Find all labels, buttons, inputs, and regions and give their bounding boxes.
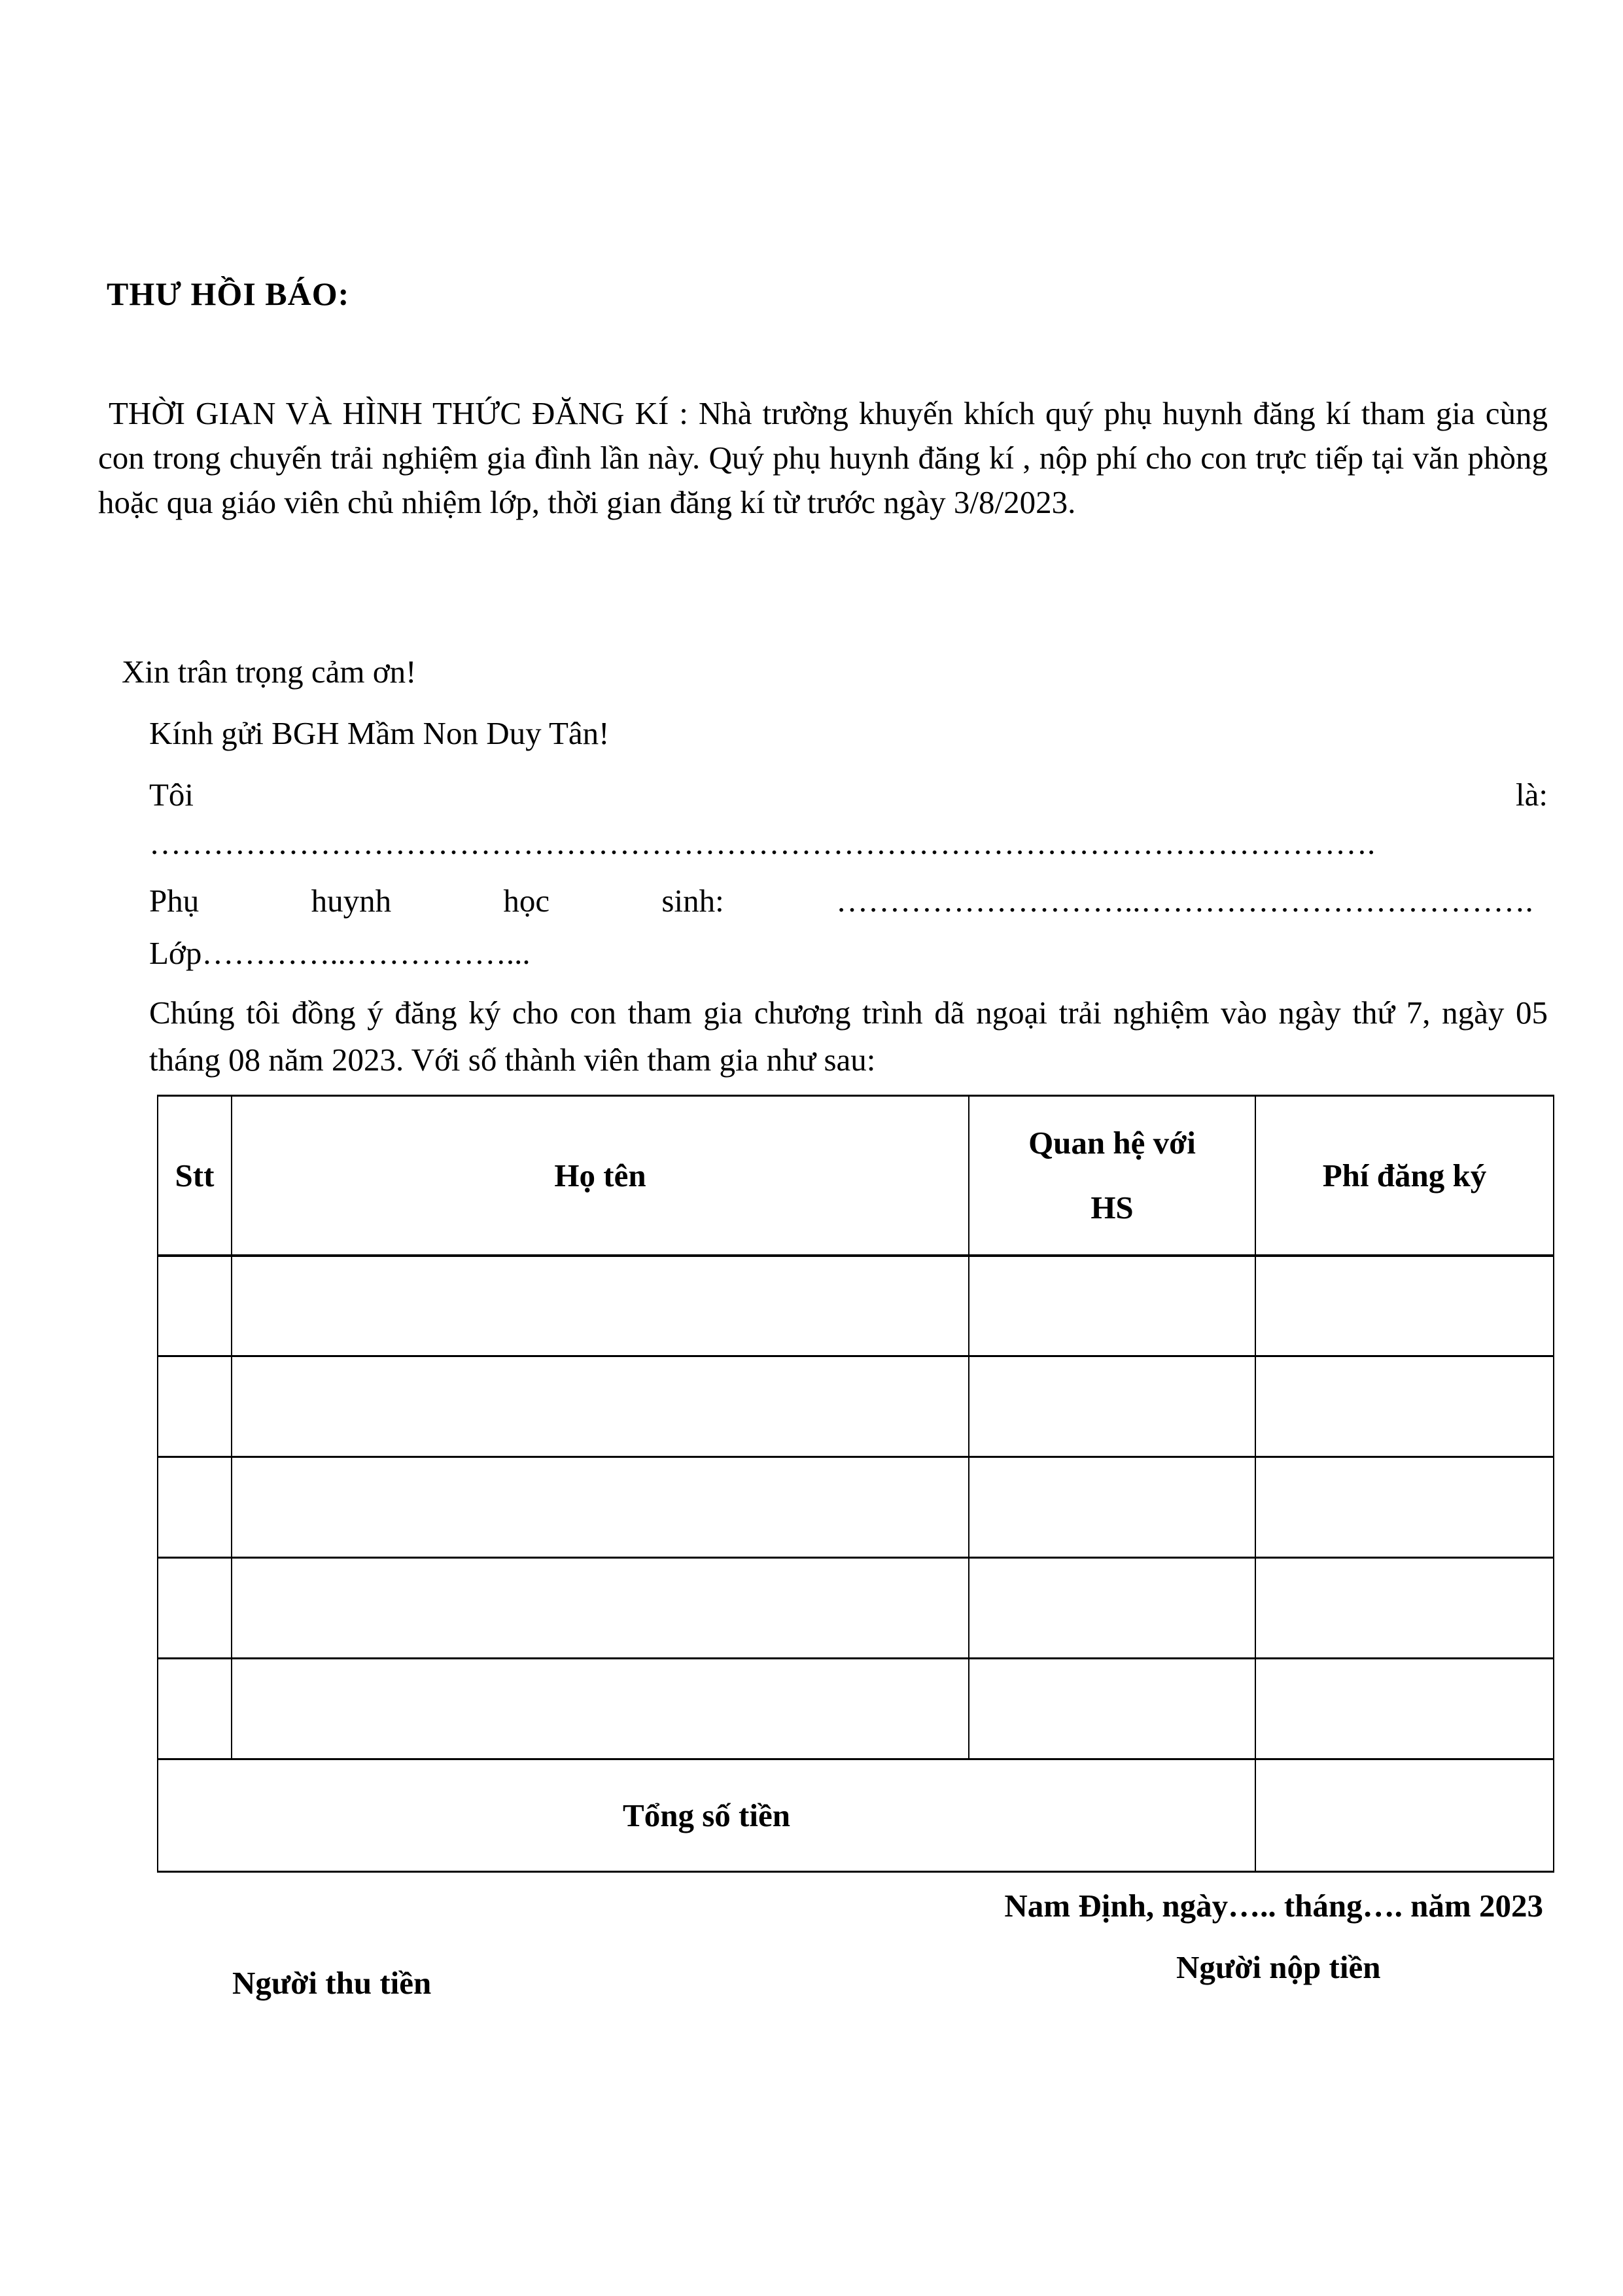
class-dotted-line: Lớp…………..……………... bbox=[149, 935, 531, 971]
table-row bbox=[158, 1256, 1554, 1356]
header-stt: Stt bbox=[158, 1096, 232, 1256]
thanks-line: Xin trân trọng cảm ơn! bbox=[122, 654, 417, 690]
table-empty-cell bbox=[158, 1256, 232, 1356]
table-empty-cell bbox=[158, 1659, 232, 1759]
place-date-line: Nam Định, ngày….. tháng…. năm 2023 bbox=[1004, 1888, 1543, 1924]
parent-student-line bbox=[149, 881, 1548, 921]
table-empty-cell bbox=[232, 1256, 969, 1356]
table-empty-cell bbox=[969, 1659, 1255, 1759]
student-name-dotted-blank: ………………………..………………………………. bbox=[836, 883, 1533, 919]
table-row bbox=[158, 1558, 1554, 1659]
salutation-line: Kính gửi BGH Mầm Non Duy Tân! bbox=[149, 715, 610, 751]
header-quan-he-line1: Quan hệ với bbox=[1028, 1125, 1196, 1161]
header-quan-he bbox=[969, 1096, 1255, 1256]
table-row bbox=[158, 1457, 1554, 1558]
name-line-lead: Tôi bbox=[149, 777, 194, 813]
table-empty-cell bbox=[969, 1558, 1255, 1659]
payer-signature-label: Người nộp tiền bbox=[1176, 1949, 1381, 1985]
collector-signature-label: Người thu tiền bbox=[232, 1965, 432, 2001]
table-empty-cell bbox=[232, 1659, 969, 1759]
table-empty-cell bbox=[1255, 1356, 1554, 1457]
table-empty-cell bbox=[232, 1558, 969, 1659]
parent-word-3: học bbox=[503, 883, 550, 919]
table-empty-cell bbox=[158, 1356, 232, 1457]
table-empty-cell bbox=[1255, 1558, 1554, 1659]
table-empty-cell bbox=[1255, 1457, 1554, 1558]
header-phi-dang-ky: Phí đăng ký bbox=[1255, 1096, 1554, 1256]
agreement-paragraph: Chúng tôi đồng ý đăng ký cho con tham gia chương trình dã ngoại trải nghiệm vào ngày thứ 7, ngày 05 tháng 08 năm 2023. Với số thành viên tham gia như sau: bbox=[149, 995, 1548, 1078]
table-empty-cell bbox=[969, 1256, 1255, 1356]
table-empty-cell bbox=[969, 1457, 1255, 1558]
table-empty-cell bbox=[1255, 1659, 1554, 1759]
table-empty-cell bbox=[1255, 1256, 1554, 1356]
table-header-row bbox=[158, 1096, 1554, 1256]
name-line bbox=[149, 775, 1548, 815]
total-amount-cell bbox=[1255, 1759, 1554, 1872]
name-dotted-blank: ……………………………………………………………………………………………………. bbox=[149, 825, 1376, 861]
header-quan-he-line2: HS bbox=[1091, 1190, 1134, 1226]
table-row bbox=[158, 1356, 1554, 1457]
table-empty-cell bbox=[232, 1457, 969, 1558]
document-title: THƯ HỒI BÁO: bbox=[107, 275, 350, 312]
table-total-row bbox=[158, 1759, 1554, 1872]
table-empty-cell bbox=[158, 1558, 232, 1659]
header-ho-ten: Họ tên bbox=[232, 1096, 969, 1256]
registration-table bbox=[157, 1095, 1554, 1873]
parent-word-1: Phụ bbox=[149, 883, 200, 919]
name-line-tail: là: bbox=[1516, 777, 1548, 813]
intro-paragraph: THỜI GIAN VÀ HÌNH THỨC ĐĂNG KÍ : Nhà trường khuyến khích quý phụ huynh đăng kí tham gia cùng con trong chuyến trải nghiệm gia đình lần này. Quý phụ huynh đăng kí , nộp phí cho con trực tiếp tại văn phòng hoặc qua giáo viên chủ nhiệm lớp, thời gian đăng kí từ trước ngày 3/8/2023. bbox=[98, 395, 1548, 520]
table-row bbox=[158, 1659, 1554, 1759]
parent-word-4: sinh: bbox=[661, 883, 724, 919]
total-label-cell: Tổng số tiền bbox=[158, 1759, 1255, 1872]
parent-word-2: huynh bbox=[311, 883, 392, 919]
table-empty-cell bbox=[158, 1457, 232, 1558]
table-empty-cell bbox=[232, 1356, 969, 1457]
table-empty-cell bbox=[969, 1356, 1255, 1457]
